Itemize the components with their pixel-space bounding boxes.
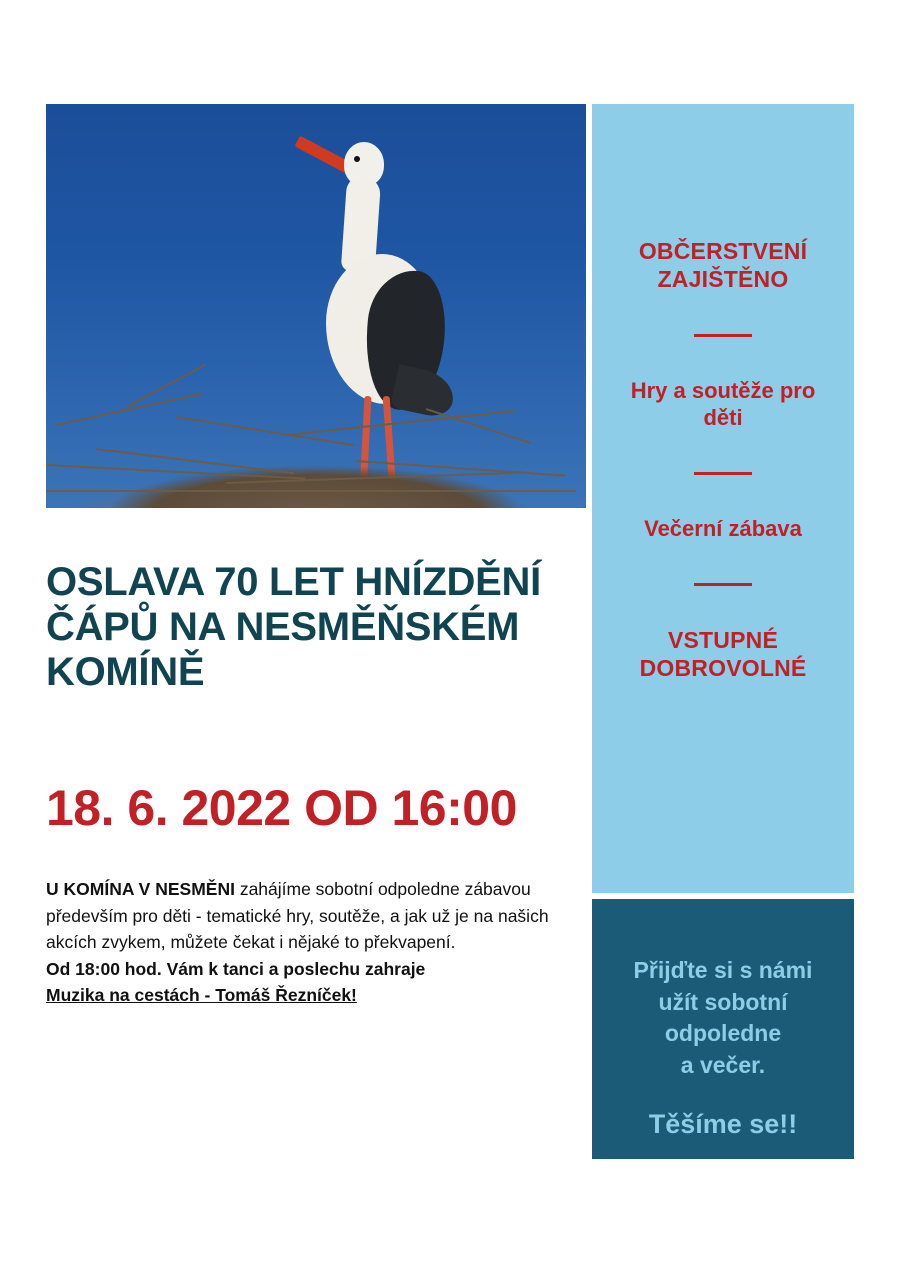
event-date: 18. 6. 2022 OD 16:00 — [46, 780, 517, 836]
music-line-1: Od 18:00 hod. Vám k tanci a poslechu zahraje — [46, 958, 426, 979]
invitation-text — [592, 955, 854, 1143]
description-rest: zahájíme sobotní odpoledne zábavou především pro děti - tematické hry, soutěže, a jak už je na našich akcích zvykem, můžete čekat i nějaké to překvapení. — [46, 879, 549, 953]
highlight-item-evening: Večerní zábava — [644, 515, 802, 541]
stork-photo — [46, 104, 586, 508]
page-title: OSLAVA 70 LET HNÍZDĚNÍ ČÁPŮ NA NESMĚŇSKÉM KOMÍNĚ — [46, 559, 541, 695]
invitation-closing: Těšíme se!! — [648, 1108, 798, 1139]
stork-eye — [354, 156, 360, 162]
highlights-list — [592, 238, 854, 683]
invitation-line-3: odpoledne — [664, 1020, 782, 1047]
divider-1 — [694, 334, 752, 337]
divider-3 — [694, 583, 752, 586]
invitation-panel — [592, 899, 854, 1159]
highlight-item-games: Hry a soutěže pro děti — [630, 378, 816, 430]
invitation-line-2: užít sobotní — [658, 988, 788, 1015]
description-lead: U KOMÍNA V NESMĚNI — [46, 879, 235, 899]
event-description — [46, 876, 576, 1009]
invitation-line-1: Přijďte si s námi — [633, 957, 813, 983]
description-paragraph-1 — [46, 876, 576, 956]
highlight-item-refreshments: OBČERSTVENÍ ZAJIŠTĚNO — [638, 238, 808, 292]
divider-2 — [694, 472, 752, 475]
highlights-panel — [592, 104, 854, 893]
highlight-item-entry: VSTUPNÉ DOBROVOLNÉ — [639, 627, 807, 681]
music-line-2: Muzika na cestách - Tomáš Řezníček! — [46, 985, 357, 1006]
invitation-line-4: a večer. — [680, 1052, 766, 1079]
nest — [46, 394, 586, 508]
description-paragraph-2 — [46, 956, 576, 1009]
